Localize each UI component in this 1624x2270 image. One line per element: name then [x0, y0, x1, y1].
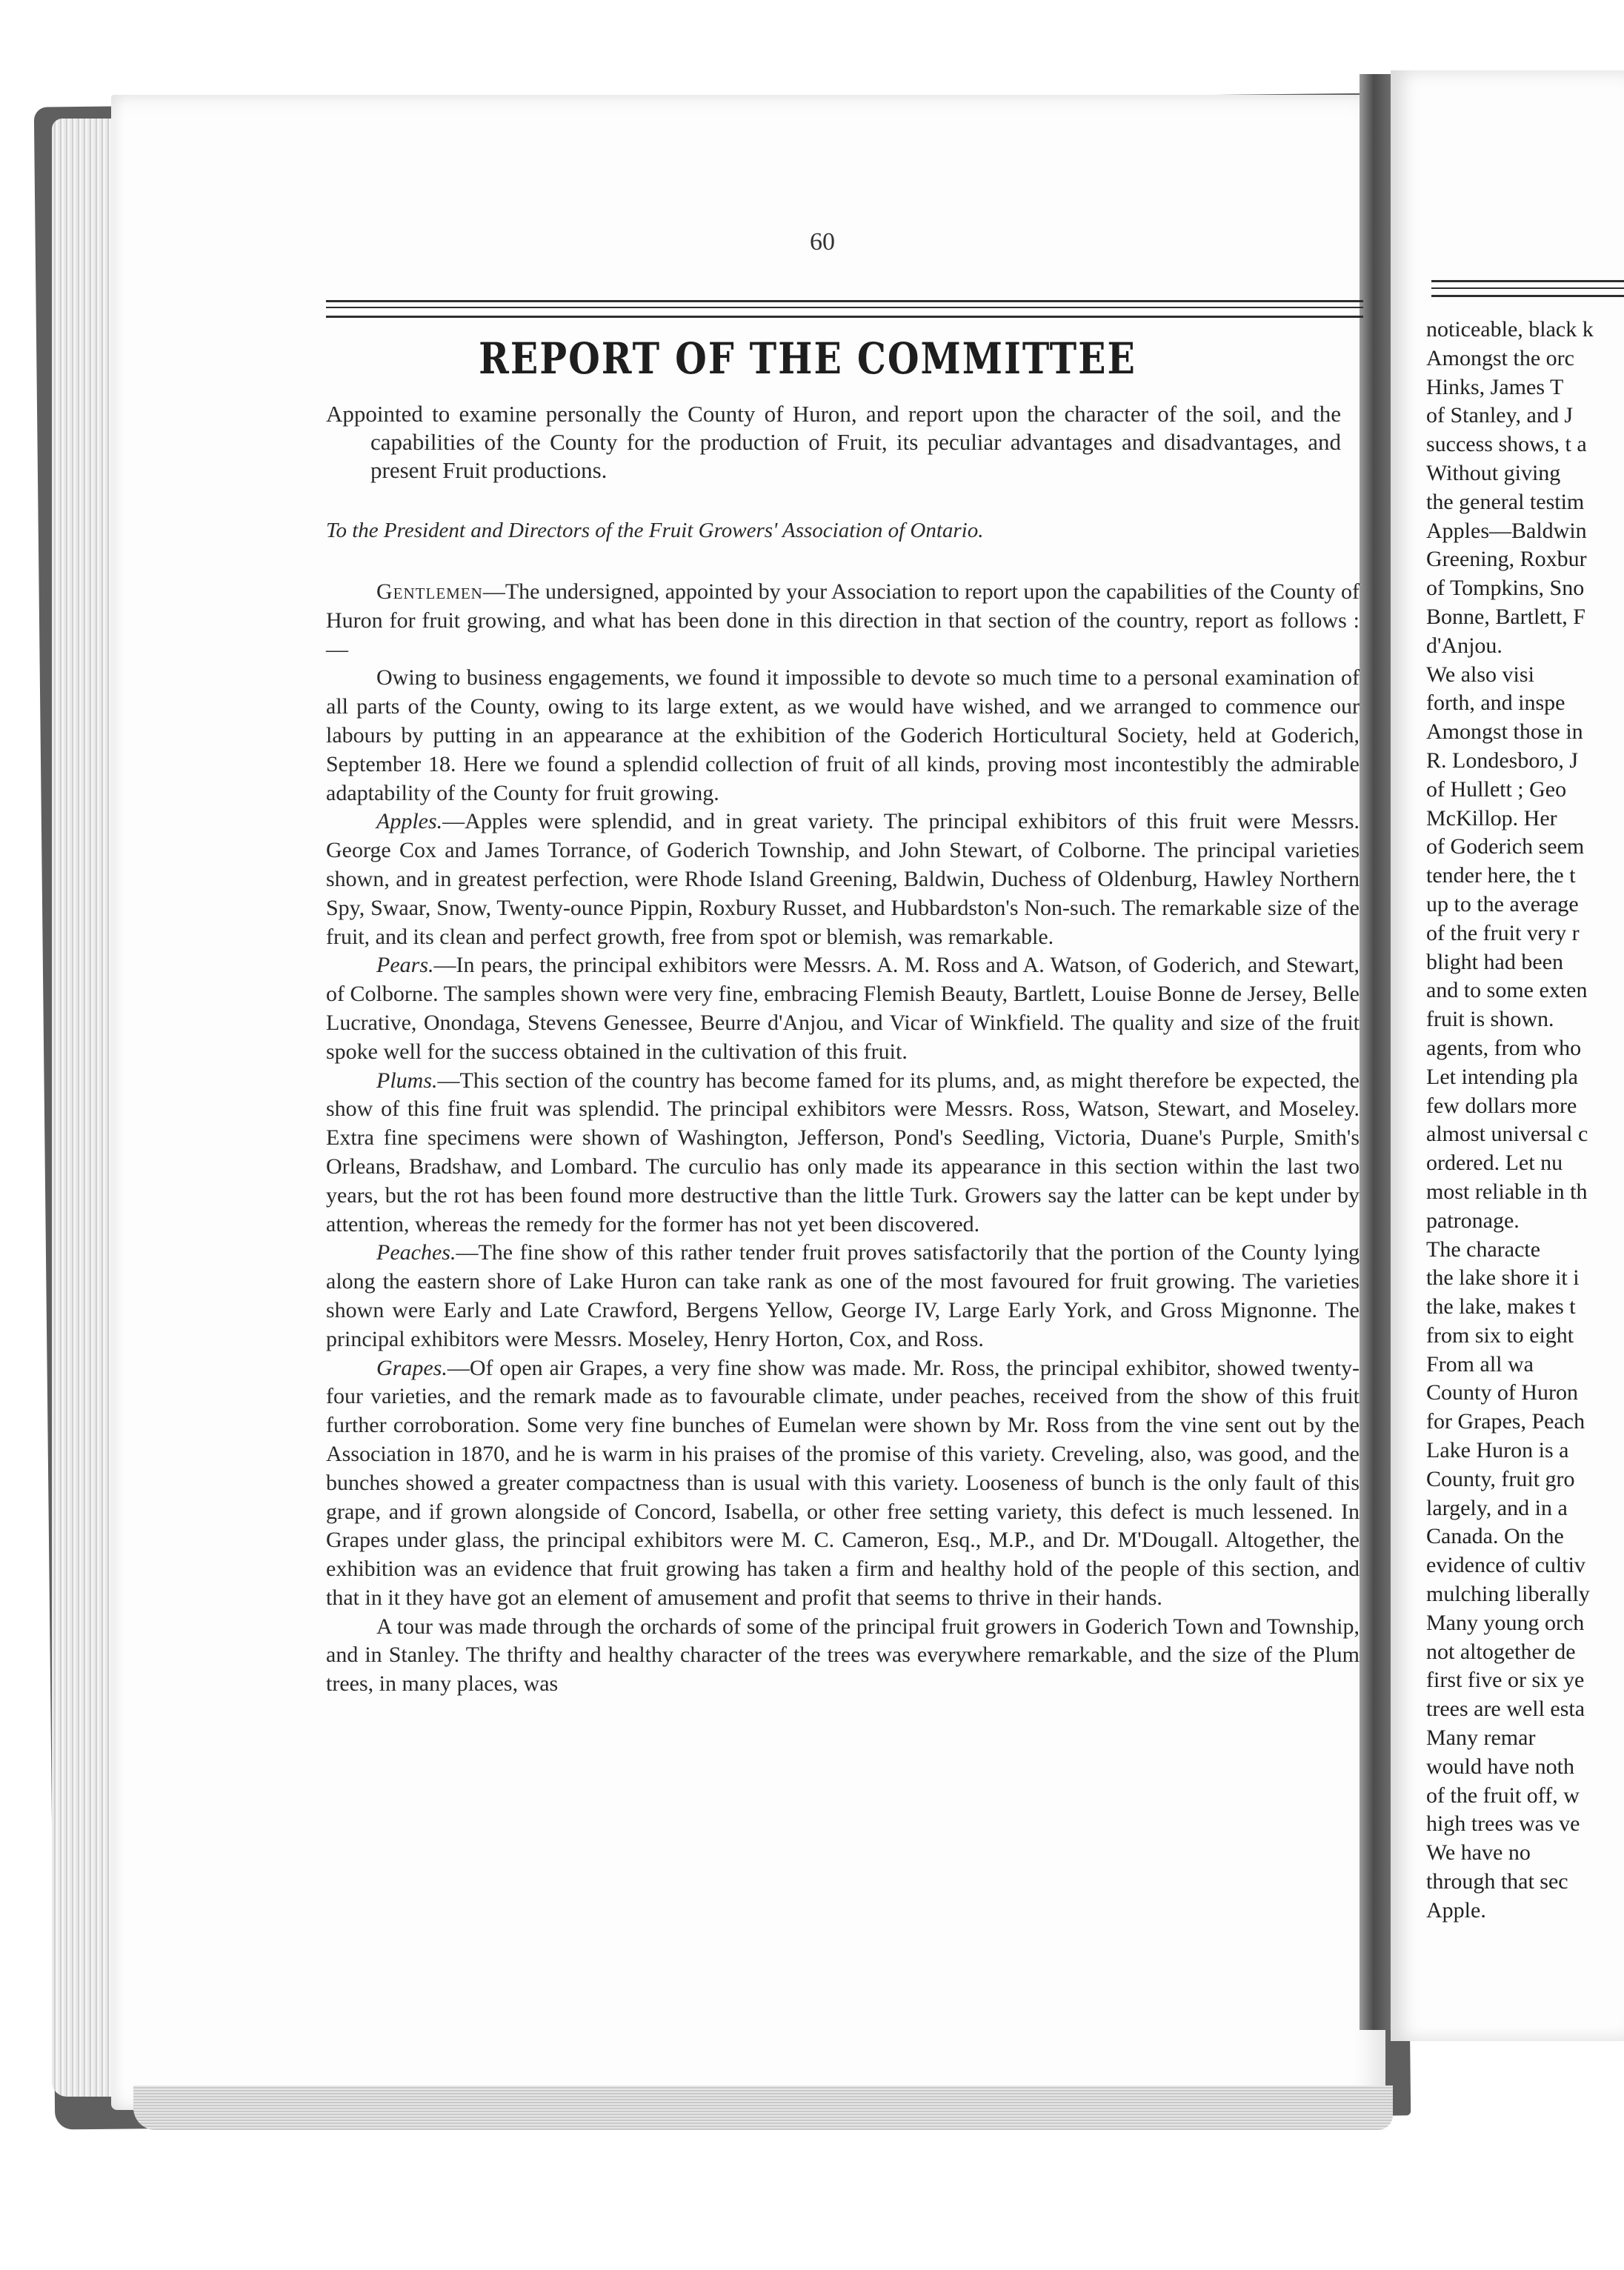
- right-column-line: of the fruit off, w: [1426, 1783, 1580, 1808]
- page-edges-bottom: [133, 2086, 1393, 2130]
- right-column-line: first five or six ye: [1426, 1668, 1585, 1693]
- right-column-line: almost universal c: [1426, 1122, 1588, 1147]
- right-column-line: Bonne, Bartlett, F: [1426, 604, 1585, 629]
- addressee-line: To the President and Directors of the Fruit Growers' Association of Ontario.: [326, 519, 984, 542]
- right-column-line: fruit is shown.: [1426, 1007, 1554, 1032]
- right-column-line: patronage.: [1426, 1208, 1520, 1233]
- page-number: 60: [810, 228, 835, 256]
- right-column-line: We also visi: [1426, 662, 1534, 687]
- right-column-line: Lake Huron is a: [1426, 1438, 1569, 1463]
- header-rule: [326, 316, 1363, 318]
- right-column-line: the lake shore it i: [1426, 1265, 1580, 1291]
- right-column-line: mulching liberally: [1426, 1582, 1590, 1607]
- right-column-line: Let intending pla: [1426, 1064, 1578, 1089]
- right-column-line: the lake, makes t: [1426, 1294, 1576, 1319]
- paragraph-lead: Plums.: [376, 1068, 438, 1093]
- header-rule: [326, 307, 1363, 308]
- right-column-line: Amongst those in: [1426, 719, 1583, 745]
- paragraph-business: [326, 664, 1360, 808]
- right-column-line: Greening, Roxbur: [1426, 547, 1587, 572]
- paragraph-pears: [326, 951, 1360, 1066]
- right-column-line: McKillop. Her: [1426, 805, 1557, 831]
- right-page-column: [1426, 316, 1624, 1925]
- paragraph-grapes: [326, 1354, 1360, 1613]
- paragraph-lead: Gentlemen: [376, 579, 483, 604]
- right-column-line: We have no: [1426, 1840, 1531, 1865]
- paragraph-tour: [326, 1613, 1360, 1699]
- right-column-line: for Grapes, Peach: [1426, 1409, 1585, 1434]
- right-column-line: of the fruit very r: [1426, 920, 1580, 945]
- right-column-line: evidence of cultiv: [1426, 1553, 1585, 1578]
- right-column-line: and to some exten: [1426, 978, 1588, 1003]
- right-column-line: not altogether de: [1426, 1639, 1576, 1664]
- right-column-line: few dollars more: [1426, 1093, 1577, 1118]
- right-column-line: most reliable in th: [1426, 1179, 1588, 1204]
- right-column-line: from six to eight: [1426, 1322, 1574, 1348]
- right-column-line: of Hullett ; Geo: [1426, 776, 1567, 802]
- right-column-line: of Stanley, and J: [1426, 403, 1574, 428]
- header-rule: [326, 300, 1363, 302]
- right-column-line: success shows, t a: [1426, 432, 1587, 457]
- paragraph-lead: Grapes.: [376, 1355, 447, 1380]
- book-gutter: [1360, 74, 1391, 2030]
- right-column-line: largely, and in a: [1426, 1495, 1568, 1520]
- right-header-rule: [1431, 287, 1624, 289]
- report-body: [326, 578, 1360, 1699]
- right-column-line: Canada. On the: [1426, 1524, 1564, 1549]
- right-column-line: Amongst the orc: [1426, 345, 1574, 370]
- right-column-line: Apple.: [1426, 1897, 1486, 1923]
- paragraph-text: —Of open air Grapes, a very fine show was made. Mr. Ross, the principal exhibitor, showed twenty-four varieties, and the remark made as to favourable climate, under peaches, received from the show of this fruit further corroboration. Some very fine bunches of Eumelan were shown by Mr. Ross from the vine sent out by the Association in 1870, and he is warm in his praises of the promise of this variety. Creveling, also, was good, and the bunches showed a greater compactness than is usual with this variety. Looseness of bunch is the only fault of this grape, and if grown alongside of Concord, Isabella, or other free setting variety, this defect is much lessened. In Grapes under glass, the principal exhibitors were M. C. Cameron, Esq., M.P., and Dr. M'Dougall. Altogether, the exhibition was an evidence that fruit growing has taken a firm and healthy hold of the people of this section, and that in it they have got an element of amusement and profit that seems to thrive in their hands.: [326, 1355, 1360, 1610]
- right-column-line: would have noth: [1426, 1754, 1574, 1779]
- paragraph-text: —In pears, the principal exhibitors were Messrs. A. M. Ross and A. Watson, of Goderich, and Stewart, of Colborne. The samples shown were very fine, embracing Flemish Beauty, Bartlett, Louise Bonne de Jersey, Belle Lucrative, Onondaga, Stevens Genessee, Beurre d'Anjou, and Vicar of Winkfield. The quality and size of the fruit spoke well for the success obtained in the cultivation of this fruit.: [326, 953, 1360, 1064]
- right-column-line: noticeable, black k: [1426, 317, 1594, 342]
- paragraph-plums: [326, 1067, 1360, 1239]
- paragraph-salutation: [326, 578, 1360, 664]
- right-column-line: of Tompkins, Sno: [1426, 576, 1585, 601]
- right-column-line: County, fruit gro: [1426, 1466, 1575, 1491]
- paragraph-text: —The undersigned, appointed by your Association to report upon the capabilities of the County of Huron for fruit growing, and what has been done in this direction in that section of the country, report as follows :—: [326, 579, 1360, 662]
- report-subtitle: Appointed to examine personally the County of Huron, and report upon the character of the soil, and the capabilities of the County for the production of Fruit, its peculiar advantages and disadvantages, and present Fruit productions.: [326, 401, 1341, 483]
- right-column-line: tender here, the t: [1426, 863, 1576, 888]
- paragraph-apples: [326, 808, 1360, 951]
- right-column-line: Apples—Baldwin: [1426, 518, 1587, 543]
- right-column-line: the general testim: [1426, 489, 1585, 514]
- right-column-line: Hinks, James T: [1426, 374, 1564, 399]
- report-title: REPORT OF THE COMMITTEE: [479, 333, 1137, 385]
- right-column-line: Without giving: [1426, 460, 1561, 485]
- paragraph-text: A tour was made through the orchards of some of the principal fruit growers in Goderich Town and Township, and in Stanley. The thrifty and healthy character of the trees was everywhere remarkable, and the size of the Plum trees, in many places, was: [326, 1614, 1360, 1697]
- right-column-line: County of Huron: [1426, 1380, 1578, 1405]
- paragraph-peaches: [326, 1239, 1360, 1354]
- paragraph-lead: Pears.: [376, 953, 434, 978]
- right-column-line: ordered. Let nu: [1426, 1151, 1563, 1176]
- right-column-line: trees are well esta: [1426, 1697, 1585, 1722]
- right-column-line: forth, and inspe: [1426, 690, 1565, 716]
- right-header-rule: [1431, 295, 1624, 297]
- paragraph-text: —The fine show of this rather tender fruit proves satisfactorily that the portion of the County lying along the eastern shore of Lake Huron can take rank as one of the most favoured for fruit growing. The varieties shown were Early and Late Crawford, Bergens Yellow, George IV, Large Early York, and Gross Mignonne. The principal exhibitors were Messrs. Moseley, Henry Horton, Cox, and Ross.: [326, 1240, 1360, 1351]
- paragraph-lead: Peaches.: [376, 1240, 456, 1265]
- right-column-line: d'Anjou.: [1426, 633, 1502, 658]
- right-header-rule: [1431, 280, 1624, 282]
- paragraph-text: —This section of the country has become famed for its plums, and, as might therefore be expected, the show of this fine fruit was splendid. The principal exhibitors were Messrs. Ross, Watson, Stewart, and Moseley. Extra fine specimens were shown of Washington, Jefferson, Pond's Seedling, Victoria, Duane's Purple, Smith's Orleans, Bradshaw, and Lombard. The curculio has only made its appearance in this section within the last two years, but the rot has been found more destructive than the little Turk. Growers say the latter can be kept under by attention, whereas the remedy for the former has not yet been discovered.: [326, 1068, 1360, 1236]
- right-column-line: agents, from who: [1426, 1035, 1582, 1060]
- right-column-line: blight had been: [1426, 949, 1563, 974]
- right-column-line: Many young orch: [1426, 1610, 1585, 1635]
- paragraph-lead: Apples.: [376, 809, 443, 834]
- right-column-line: through that sec: [1426, 1869, 1568, 1894]
- right-column-line: Many remar: [1426, 1725, 1536, 1751]
- right-column-line: of Goderich seem: [1426, 834, 1585, 859]
- right-column-line: high trees was ve: [1426, 1811, 1580, 1837]
- right-column-line: R. Londesboro, J: [1426, 748, 1578, 773]
- right-column-line: up to the average: [1426, 891, 1579, 916]
- paragraph-text: —Apples were splendid, and in great variety. The principal exhibitors of this fruit were Messrs. George Cox and James Torrance, of Goderich Township, and John Stewart, of Colborne. The principal varieties shown, and in greatest perfection, were Rhode Island Greening, Baldwin, Duchess of Oldenburg, Hawley Northern Spy, Swaar, Snow, Twenty-ounce Pippin, Roxbury Russet, and Hubbardston's Non-such. The remarkable size of the fruit, and its clean and perfect growth, free from spot or blemish, was remarkable.: [326, 809, 1360, 949]
- right-column-line: From all wa: [1426, 1351, 1534, 1377]
- paragraph-text: Owing to business engagements, we found it impossible to devote so much time to a personal examination of all parts of the County, owing to its large extent, as we would have wished, and we arranged to commence our labours by putting in an appearance at the exhibition of the Goderich Horticultural Society, held at Goderich, September 18. Here we found a splendid collection of fruit of all kinds, proving most incontestibly the admirable adaptability of the County for fruit growing.: [326, 665, 1360, 805]
- right-column-line: The characte: [1426, 1236, 1541, 1262]
